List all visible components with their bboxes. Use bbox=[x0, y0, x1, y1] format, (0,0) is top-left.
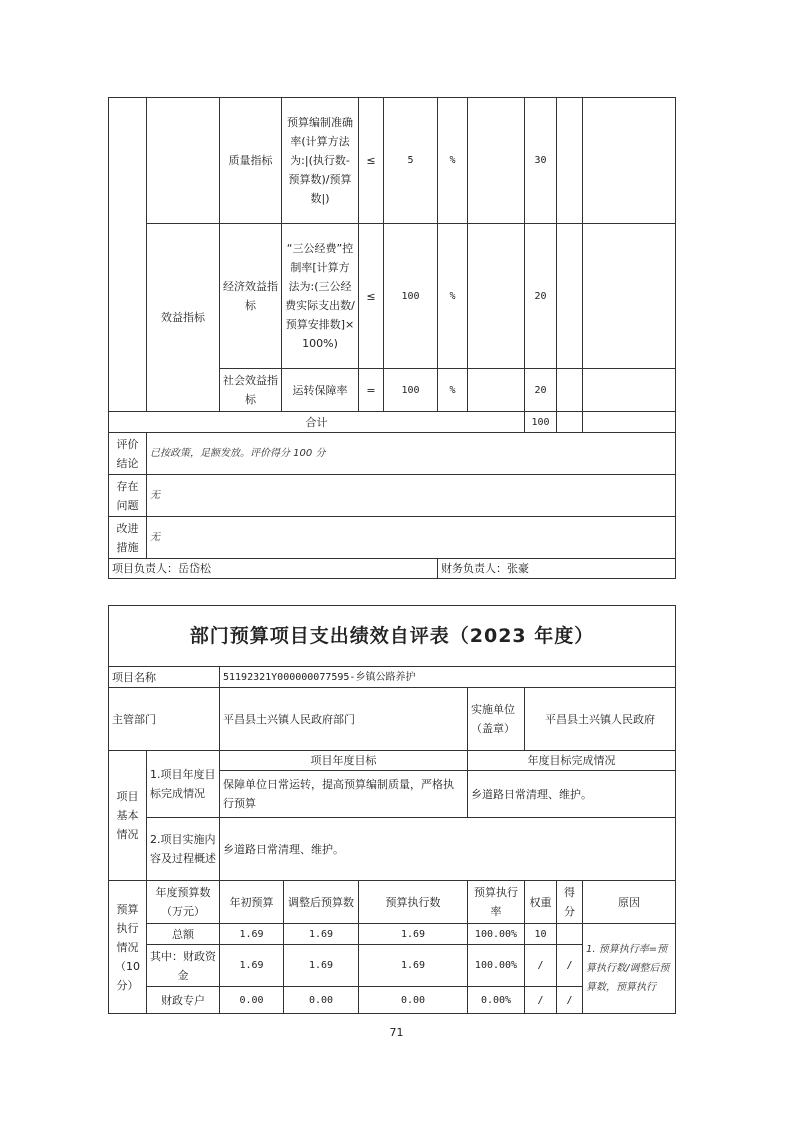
budget-adjusted: 0.00 bbox=[284, 987, 359, 1014]
budget-score: / bbox=[557, 945, 583, 987]
note-cell bbox=[583, 369, 676, 412]
project-name: 51192321Y000000077595-乡镇公路养护 bbox=[220, 667, 676, 688]
total-score bbox=[557, 412, 583, 433]
budget-adjusted: 1.69 bbox=[284, 945, 359, 987]
weight-cell: 20 bbox=[525, 369, 557, 412]
budget-header: 得分 bbox=[557, 881, 583, 924]
budget-header: 年度预算数（万元） bbox=[147, 881, 220, 924]
basic-info-label: 项目基本情况 bbox=[109, 751, 147, 881]
budget-score: / bbox=[557, 987, 583, 1014]
score-cell bbox=[557, 369, 583, 412]
total-note bbox=[583, 412, 676, 433]
content-label: 2.项目实施内容及过程概述 bbox=[147, 818, 220, 881]
budget-header: 调整后预算数 bbox=[284, 881, 359, 924]
level2-cell bbox=[147, 98, 220, 224]
budget-executed: 1.69 bbox=[359, 924, 468, 945]
budget-header-row bbox=[109, 881, 676, 924]
budget-rate: 100.00% bbox=[468, 945, 525, 987]
signature-row bbox=[109, 559, 676, 579]
form-title: 部门预算项目支出绩效自评表（2023 年度） bbox=[109, 606, 676, 667]
completion-header: 年度目标完成情况 bbox=[468, 751, 676, 771]
project-name-row bbox=[109, 667, 676, 688]
operator-cell: ≤ bbox=[359, 98, 384, 224]
project-lead: 项目负责人：岳岱松 bbox=[109, 559, 438, 579]
budget-header: 原因 bbox=[583, 881, 676, 924]
problems-label: 存在问题 bbox=[109, 475, 147, 517]
budget-weight: / bbox=[525, 945, 557, 987]
goal-header: 项目年度目标 bbox=[220, 751, 468, 771]
performance-indicator-table bbox=[108, 97, 676, 579]
conclusion-text: 已按政策，足额发放。评价得分 100 分 bbox=[147, 433, 676, 475]
budget-executed: 0.00 bbox=[359, 987, 468, 1014]
department-row bbox=[109, 688, 676, 751]
budget-adjusted: 1.69 bbox=[284, 924, 359, 945]
budget-executed: 1.69 bbox=[359, 945, 468, 987]
level3-cell: 质量指标 bbox=[220, 98, 282, 224]
target-cell: 5 bbox=[384, 98, 438, 224]
budget-label: 预算执行情况（10分） bbox=[109, 881, 147, 1014]
improve-row bbox=[109, 517, 676, 559]
budget-weight: / bbox=[525, 987, 557, 1014]
impl-value: 平昌县土兴镇人民政府 bbox=[525, 688, 676, 751]
page-number: 71 bbox=[389, 1026, 404, 1039]
conclusion-label: 评价结论 bbox=[109, 433, 147, 475]
operator-cell: = bbox=[359, 369, 384, 412]
budget-weight: 10 bbox=[525, 924, 557, 945]
budget-header: 预算执行率 bbox=[468, 881, 525, 924]
project-name-label: 项目名称 bbox=[109, 667, 220, 688]
actual-cell bbox=[468, 224, 525, 369]
table-row bbox=[109, 98, 676, 224]
improve-label: 改进措施 bbox=[109, 517, 147, 559]
budget-header: 年初预算 bbox=[220, 881, 284, 924]
target-cell: 100 bbox=[384, 224, 438, 369]
content-text: 乡道路日常清理、维护。 bbox=[220, 818, 676, 881]
actual-cell bbox=[468, 369, 525, 412]
level2-cell: 效益指标 bbox=[147, 224, 220, 412]
problems-row bbox=[109, 475, 676, 517]
budget-score bbox=[557, 924, 583, 945]
conclusion-row bbox=[109, 433, 676, 475]
finance-lead: 财务负责人：张豪 bbox=[438, 559, 676, 579]
budget-row-name: 财政专户 bbox=[147, 987, 220, 1014]
improve-text: 无 bbox=[147, 517, 676, 559]
unit-cell: % bbox=[438, 224, 468, 369]
problems-text: 无 bbox=[147, 475, 676, 517]
total-row bbox=[109, 412, 676, 433]
target-cell: 100 bbox=[384, 369, 438, 412]
actual-cell bbox=[468, 98, 525, 224]
budget-row bbox=[109, 924, 676, 945]
weight-cell: 30 bbox=[525, 98, 557, 224]
total-label: 合计 bbox=[109, 412, 525, 433]
dept-value: 平昌县土兴镇人民政府部门 bbox=[220, 688, 468, 751]
impl-label: 实施单位（盖章） bbox=[468, 688, 525, 751]
title-row bbox=[109, 606, 676, 667]
note-cell bbox=[583, 98, 676, 224]
indicator-cell: 运转保障率 bbox=[282, 369, 359, 412]
weight-cell: 20 bbox=[525, 224, 557, 369]
content-row bbox=[109, 818, 676, 881]
budget-header: 权重 bbox=[525, 881, 557, 924]
score-cell bbox=[557, 98, 583, 224]
level3-cell: 社会效益指标 bbox=[220, 369, 282, 412]
indicator-cell: 预算编制准确率(计算方法为:|(执行数-预算数)/预算数|) bbox=[282, 98, 359, 224]
unit-cell: % bbox=[438, 98, 468, 224]
goal-label: 1.项目年度目标完成情况 bbox=[147, 751, 220, 818]
note-cell bbox=[583, 224, 676, 369]
indicator-cell: “三公经费”控制率[计算方法为:(三公经费实际支出数/预算安排数]×100%) bbox=[282, 224, 359, 369]
budget-row-name: 其中：财政资金 bbox=[147, 945, 220, 987]
reason-text: 1. 预算执行率=预算执行数/调整后预算数，预算执行 bbox=[583, 924, 676, 1014]
budget-rate: 0.00% bbox=[468, 987, 525, 1014]
table-row bbox=[109, 224, 676, 369]
goal-header-row bbox=[109, 751, 676, 771]
budget-row-name: 总额 bbox=[147, 924, 220, 945]
total-weight: 100 bbox=[525, 412, 557, 433]
budget-rate: 100.00% bbox=[468, 924, 525, 945]
self-evaluation-table bbox=[108, 605, 676, 1014]
budget-header: 预算执行数 bbox=[359, 881, 468, 924]
level1-cell bbox=[109, 98, 147, 412]
score-cell bbox=[557, 224, 583, 369]
budget-initial: 1.69 bbox=[220, 945, 284, 987]
budget-initial: 0.00 bbox=[220, 987, 284, 1014]
level3-cell: 经济效益指标 bbox=[220, 224, 282, 369]
dept-label: 主管部门 bbox=[109, 688, 220, 751]
unit-cell: % bbox=[438, 369, 468, 412]
goal-text: 保障单位日常运转，提高预算编制质量，严格执行预算 bbox=[220, 771, 468, 818]
budget-initial: 1.69 bbox=[220, 924, 284, 945]
operator-cell: ≤ bbox=[359, 224, 384, 369]
completion-text: 乡道路日常清理、维护。 bbox=[468, 771, 676, 818]
